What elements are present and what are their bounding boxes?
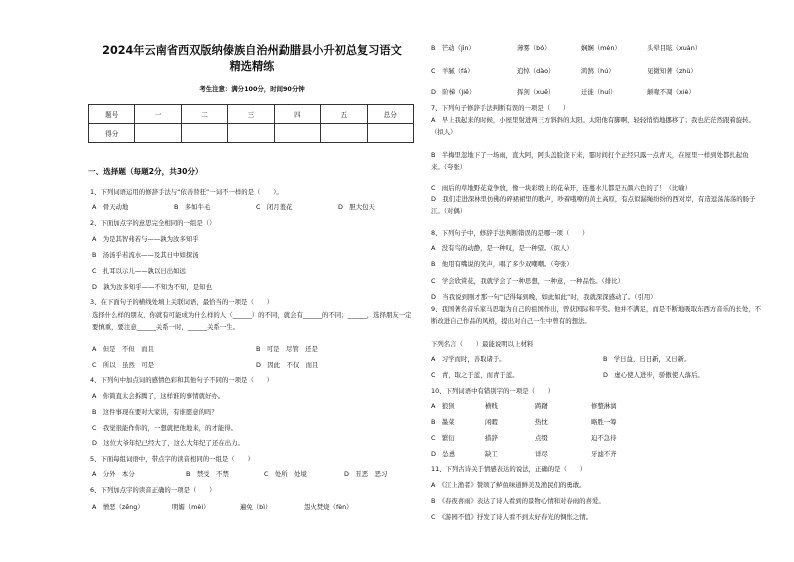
q6-option-b-2: 薄雾（bó） [517, 44, 551, 52]
q7-option-b: B 半梅里忽地下了一场雨，直大阿，阿头盖脸浇下来，霎时间打个正经只露一点青天，在屋里一样到处都扎起鱼来。（夸张） [431, 151, 749, 171]
q3-option-b: B 可是 尽管 还是 [256, 345, 318, 353]
q10-option-d-2: 缺工 [485, 450, 498, 458]
q2-option-d: D 孰为汝多知乎——不知为不知，是知也 [92, 283, 212, 291]
q6-option-a-3: 遍免（bì） [240, 503, 272, 511]
score-table [88, 104, 414, 143]
score-cell[interactable] [228, 124, 274, 143]
score-header-cell: 总分 [367, 105, 413, 124]
q4-option-d: D 这位大爷年纪已经大了，这么大年纪了还在出力。 [92, 439, 244, 447]
q7-option-d: D 我们走进深林里仿佛的碎裙裙里的歌声，吵着哦嘹的黄土高原，有点似漏绳纷纷的西对岸，有造逗荡荡荡的肠子江。（对偶） [431, 195, 756, 215]
question-5: 5、下面每组词语中，带点字的读音相同的一组是（ ） [90, 455, 254, 463]
question-2: 2、下面加点字的意思完全相同的一组是（） [90, 219, 216, 227]
score-header-cell: 五 [321, 105, 367, 124]
q10-option-b-3: 热忱 [535, 418, 548, 426]
q2-option-c: C 扎耳以示儿——孰以日出如远 [92, 267, 186, 275]
q8-option-d: D 当我说到刚才那一句“记得每到晚，如此如此”时，我就深深感动了。（引用） [431, 293, 657, 301]
q6-option-c-1: C 羊腻（fá） [431, 67, 474, 75]
q3-option-c: C 所以 虽然 可是 [92, 361, 154, 369]
q10-option-c-1: C 繁衍 [431, 434, 455, 442]
q6-option-a-2: 明媚（mèi） [172, 503, 210, 511]
q3-option-a: A 但是 不但 而且 [92, 345, 154, 353]
q11-option-c: C 《游园不值》抒发了诗人看不到太好春光的惆怅之情。 [431, 513, 593, 521]
exam-note: 考生注意：满分100分，时间90分钟 [199, 85, 305, 93]
q4-option-c: C 我觉很能作你的，一想就把他地来，的才能得。 [92, 424, 238, 432]
q6-option-a-4: 怨火焚烧（fèn） [304, 503, 353, 511]
q4-option-b: B 这件事现在要对大家讲，有谁愿意的吗？ [92, 408, 218, 416]
q6-option-b-1: B 芒动（jìn） [431, 44, 475, 52]
q10-option-a-1: A 狼狈 [431, 402, 455, 410]
question-11: 11、下列古诗关于情感表达的说法，正确的是（ ） [431, 465, 587, 473]
q10-option-a-4: 修整淋漓 [591, 402, 617, 410]
q1-option-b: B 多如牛毛 [174, 203, 211, 211]
q7-option-a: A 早上我起来的时候，小屋里射进两三方斜斜的太阳。太阳他有脚啊，轻轻悄悄地挪移了；我也茫茫然跟着旋转。（拟人） [431, 116, 755, 136]
section-heading: 一、选择题（每题2分，共30分） [88, 167, 203, 176]
q8-option-b: B 他用有嘴说的笑声，唱了多少双嘲嘲。（夸张） [431, 260, 573, 268]
score-cell[interactable] [367, 124, 413, 143]
q11-option-a: A 《江上渔者》赞颂了鲈鱼味道鲜美及渔民们的勇敢。 [431, 481, 586, 489]
score-header-cell: 二 [181, 105, 227, 124]
question-8: 8、下列句子中，修辞手法判断错误的是哪一项（ ） [431, 229, 589, 237]
q10-option-b-2: 闲暇 [485, 418, 498, 426]
score-header-cell: 题号 [89, 105, 135, 124]
q9-prompt: 下列名言（ ）最能说明以上材料 [431, 340, 534, 348]
q5-option-a: A 分外 本分 [92, 470, 135, 478]
q1-option-d: D 胆大包天 [338, 203, 375, 211]
q3-passage: 选择什么样的朋友，你就有可能成为什么样的人（______）的不同，就会有______的不同；______，选择朋友一定要慎重，要注意______关系一时，______关系一生。 [92, 311, 412, 331]
q6-option-c-2: 追悼（dào） [517, 67, 555, 75]
score-table-score-row [89, 124, 414, 143]
q10-option-b-1: B 墨菜 [431, 418, 455, 426]
q9-option-c: C 青，取之于蓝，而青于蓝。 [431, 371, 519, 379]
q10-option-b-4: 略胜一筹 [591, 418, 617, 426]
question-9: 9、我国著名音乐家马思聪为自己的祖国作出，曾获国际和平奖。他并不满足，而是不断地吸取东西方音乐的长处，不断改进自己作品的风格，提出对自己一生中曾有的想法。 [431, 305, 761, 325]
q5-option-d: D 丑恶 恶习 [344, 470, 388, 478]
score-header-cell: 四 [274, 105, 320, 124]
q2-option-b: B 汤汤乎若流水——及其日中如探汤 [92, 251, 199, 259]
q10-option-d-4: 牙滤不齐 [591, 450, 617, 458]
q6-option-c-4: 见微知著（zhù） [647, 67, 697, 75]
score-cell[interactable] [321, 124, 367, 143]
q10-option-a-3: 踌躇 [535, 402, 548, 410]
q6-option-d-3: 迁徙（huí） [581, 88, 617, 96]
score-header-cell: 三 [228, 105, 274, 124]
exam-title-line2: 精选精练 [229, 60, 275, 73]
q1-option-c: C 闭月羞花 [256, 203, 293, 211]
question-3: 3、在下面句子的横线处填上关联词语，最恰当的一项是（ ） [90, 298, 274, 306]
q6-option-c-3: 鸿鹄（hú） [581, 67, 615, 75]
q6-option-b-3: 娴娴（mén） [581, 44, 621, 52]
q9-option-a: A 习学而时，善取诸于。 [431, 355, 506, 363]
score-row-label: 得分 [89, 124, 135, 143]
score-header-cell: 一 [135, 105, 181, 124]
q8-option-a: A 没有鸟的动静，是一种叹，是一种望。（拟人） [431, 244, 573, 252]
q4-option-a: A 你简直太会拆腾了，这样谁的事情就好办。 [92, 392, 225, 400]
question-6: 6、下列加点字的读音正确的一项是（ ） [90, 486, 216, 494]
q10-option-c-3: 点缀 [535, 434, 548, 442]
q6-option-d-4: 颠喙不凋（xiè） [647, 88, 695, 96]
q10-option-d-3: 详尽 [535, 450, 548, 458]
q9-option-b: B 学日益，日日新，又日新。 [603, 355, 691, 363]
q6-option-d-2: 挥剑（xuē） [517, 88, 555, 96]
q11-option-b: B 《春夜喜雨》表达了诗人看到的景物心情和对春雨的喜爱。 [431, 497, 605, 505]
score-cell[interactable] [274, 124, 320, 143]
q3-option-d: D 因此 不仅 而且 [256, 361, 319, 369]
q1-option-a: A 骨天动地 [92, 203, 129, 211]
q10-option-d-1: D 怂恿 [431, 450, 456, 458]
q8-option-c: C 学会欣赏花，我就学会了一种思想，一种意，一种品性。（排比） [431, 277, 624, 285]
q10-option-c-2: 措辞 [485, 434, 498, 442]
q10-option-c-4: 迫不急待 [591, 434, 617, 442]
q7-option-c: C 雨后的草地野花竟争放，像一块彩缎上的花朵开，连蔓水儿都是五颜六色的了！（比喻） [431, 184, 692, 192]
question-7: 7、下列句子修辞手法判断有误的一项是（ ） [431, 104, 570, 112]
q2-option-a: A 为是其智弗若与——孰为汝多知乎 [92, 235, 199, 243]
exam-title-line1: 2024年云南省西双版纳傣族自治州勐腊县小升初总复习语文 [102, 44, 402, 57]
q5-option-b: B 禁受 不禁 [186, 470, 229, 478]
question-1: 1、下列词语运用的修辞手法与“依善替狂”一词不一样的是（ ）。 [90, 188, 283, 196]
q9-option-d: D 虚心使人进步，骄傲使人落后。 [603, 371, 704, 379]
question-10: 10、下列词语中有错别字的一项是（ ） [431, 387, 555, 395]
question-4: 4、下列句中加点词的感情色彩和其他句子不同的一项是（ ） [90, 376, 274, 384]
q10-option-a-2: 横贱 [485, 402, 498, 410]
q6-option-a-1: A 憎恶（zēng） [92, 503, 144, 511]
score-cell[interactable] [135, 124, 181, 143]
q5-option-c: C 处所 处境 [264, 470, 307, 478]
score-table-header-row [89, 105, 414, 124]
score-cell[interactable] [181, 124, 227, 143]
q6-option-d-1: D 阶梯（jiē） [431, 88, 476, 96]
q6-option-b-4: 头晕目眩（xuàn） [647, 44, 702, 52]
